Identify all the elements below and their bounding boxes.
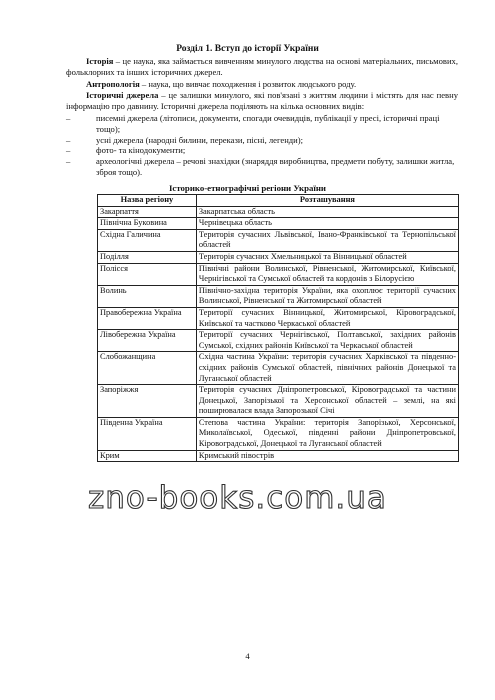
region-location: Територія сучасних Львівської, Івано-Франківської та Тернопільської областей xyxy=(196,229,458,251)
region-name: Крим xyxy=(98,450,197,462)
watermark: zno-books.com.ua xyxy=(88,480,387,516)
table-row xyxy=(98,417,459,450)
region-name: Правобережна Україна xyxy=(98,307,197,329)
region-name: Запоріжжя xyxy=(98,385,197,418)
table-header-row xyxy=(98,195,459,207)
definition-history: – це наука, яка займається вивченням минулого людства на основі матеріальних, письмових, фольклорних та інших історичних джерел. xyxy=(66,56,458,77)
term-anthropology: Антропологія xyxy=(86,79,140,89)
column-header-location: Розташування xyxy=(196,195,458,207)
section-title: Розділ 1. Вступ до історії України xyxy=(176,44,319,54)
table-row xyxy=(98,352,459,385)
table-row xyxy=(98,285,459,307)
region-location: Північно-західна територія України, яка охоплює території сучасних Волинської, Рівненської та Житомирської областей xyxy=(196,285,458,307)
table-row xyxy=(98,251,459,263)
region-location: Східна частина України: територія сучасних Харківської та південно-східних районів Сумської областей, північних районів Донецької та Луганської областей xyxy=(196,352,458,385)
list-item: – усні джерела (народні билини, перекази, пісні, легенди); xyxy=(66,134,304,145)
source-types-list xyxy=(66,113,458,178)
table-row xyxy=(98,229,459,251)
region-name: Полісся xyxy=(98,263,197,285)
region-name: Закарпаття xyxy=(98,206,197,218)
table-row xyxy=(98,218,459,230)
table-title: Історико-етнографічні регіони України xyxy=(169,183,326,193)
region-location: Територія сучасних Дніпропетровської, Кіровоградської та частини Донецької, Запорізької та Херсонської областей – землі, на які поширювалася влада Запорозької Січі xyxy=(196,385,458,418)
region-name: Слобожанщина xyxy=(98,352,197,385)
region-name: Поділля xyxy=(98,251,197,263)
region-location: Території сучасних Чернігівської, Полтавської, західних районів Сумської, східних районів Київської та Черкаської областей xyxy=(196,330,458,352)
definition-sources: – це залишки минулого, які пов'язані з життям людини і містять для нас певну інформацію про давнину. Історичні джерела поділяють на кілька основних видів: xyxy=(66,90,458,111)
region-location: Північні райони Волинської, Рівненської, Житомирської, Київської, Чернігівської та Сумської областей та кордонів з Білорусією xyxy=(196,263,458,285)
dash-bullet: – xyxy=(66,113,71,123)
table-row xyxy=(98,263,459,285)
region-location: Закарпатська область xyxy=(196,206,458,218)
region-name: Східна Галичина xyxy=(98,229,197,251)
region-location: Чернівецька область xyxy=(196,218,458,230)
table-row xyxy=(98,330,459,352)
region-name: Волинь xyxy=(98,285,197,307)
region-name: Лівобережна Україна xyxy=(98,330,197,352)
paragraph-anthropology xyxy=(66,79,458,90)
column-header-region: Назва регіону xyxy=(98,195,197,207)
paragraph-history xyxy=(66,56,458,78)
dash-bullet: – xyxy=(66,145,71,156)
list-item: – писемні джерела (літописи, документи, спогади очевидців, публікації у пресі, історичні праці тощо); xyxy=(66,113,440,134)
dash-bullet: – xyxy=(66,156,71,167)
table-row xyxy=(98,206,459,218)
list-item: – археологічні джерела – речові знахідки (знаряддя виробництва, предмети побуту, залишки житла, зброя тощо). xyxy=(66,156,455,177)
region-name: Північна Буковина xyxy=(98,218,197,230)
region-location: Степова частина України: територія Запорізької, Херсонської, Миколаївської, Одеської, південні райони Дніпропетровської, Кіровоградської, Донецької та Луганської областей xyxy=(196,417,458,450)
dash-bullet: – xyxy=(66,134,71,145)
term-history: Історія xyxy=(86,56,114,66)
paragraph-sources xyxy=(66,90,458,112)
page-number: 4 xyxy=(245,651,250,661)
list-item: – фото- та кінодокументи; xyxy=(66,145,186,156)
region-location: Території сучасних Вінницької, Житомирської, Кіровоградської, Київської та частково Черкаської областей xyxy=(196,307,458,329)
term-sources: Історичні джерела xyxy=(86,90,159,100)
region-location: Територія сучасних Хмельницької та Вінницької областей xyxy=(196,251,458,263)
regions-table xyxy=(97,194,459,462)
table-row xyxy=(98,307,459,329)
definition-anthropology: – наука, що вивчає походження і розвиток людського роду. xyxy=(139,79,357,89)
table-row xyxy=(98,450,459,462)
region-location: Кримський півострів xyxy=(196,450,458,462)
table-row xyxy=(98,385,459,418)
region-name: Південна Україна xyxy=(98,417,197,450)
